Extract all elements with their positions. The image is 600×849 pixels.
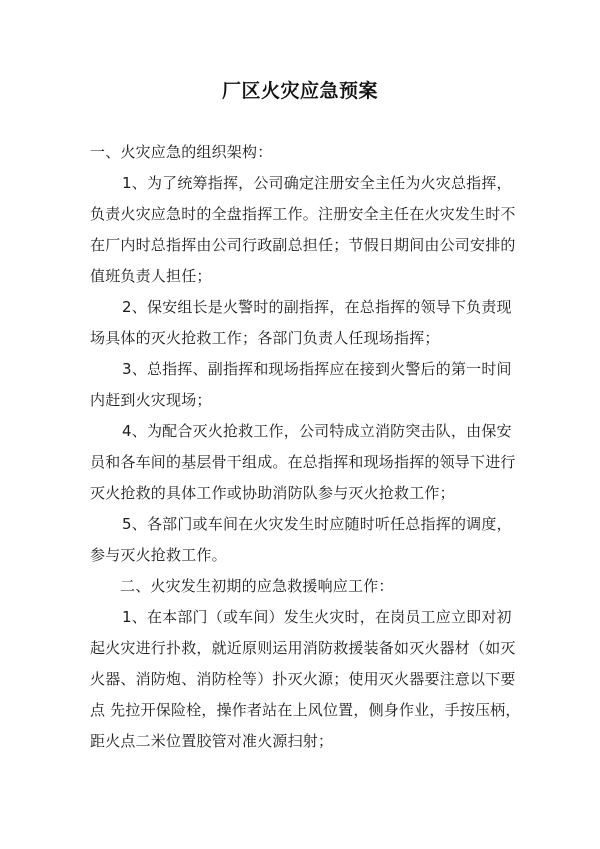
paragraph-line: 在厂内时总指挥由公司行政副总担任；节假日期间由公司安排的 — [90, 236, 516, 254]
document-body — [90, 141, 520, 761]
paragraph-line: 员和各车间的基层骨干组成。在总指挥和现场指挥的领导下进行 — [90, 453, 516, 471]
paragraph-line: 3、总指挥、副指挥和现场指挥应在接到火警后的第一时间 — [122, 360, 512, 378]
document-title: 厂区火灾应急预案 — [221, 80, 378, 102]
paragraph-line: 5、各部门或车间在火灾发生时应随时听任总指挥的调度， — [122, 515, 512, 533]
paragraph-line: 负责火灾应急时的全盘指挥工作。注册安全主任在火灾发生时不 — [90, 205, 516, 223]
paragraph-line: 4、为配合灭火抢救工作，公司特成立消防突击队，由保安 — [122, 422, 512, 440]
paragraph-line: 2、保安组长是火警时的副指挥，在总指挥的领导下负责现 — [122, 298, 512, 316]
paragraph-line: 1、在本部门（或车间）发生火灾时，在岗员工应立即对初 — [122, 608, 512, 626]
paragraph-line: 火器、消防炮、消防栓等）扑灭火源；使用灭火器要注意以下要 — [90, 670, 516, 688]
paragraph-line: 值班负责人担任； — [90, 267, 212, 285]
paragraph-line: 内赶到火灾现场； — [90, 391, 212, 409]
paragraph-line: 参与灭火抢救工作。 — [90, 546, 227, 564]
section-heading-1: 一、火灾应急的组织架构： — [90, 143, 273, 161]
paragraph-line: 起火灾进行扑救，就近原则运用消防救援装备如灭火器材（如灭 — [90, 639, 516, 657]
paragraph-line: 距火点二米位置胶管对准火源扫射； — [90, 732, 334, 750]
paragraph-line: 灭火抢救的具体工作或协助消防队参与灭火抢救工作； — [90, 484, 455, 502]
paragraph-line: 1、为了统筹指挥，公司确定注册安全主任为火灾总指挥， — [122, 174, 512, 192]
paragraph-line: 场具体的灭火抢救工作；各部门负责人任现场指挥； — [90, 329, 440, 347]
section-heading-2: 二、火灾发生初期的应急救援响应工作： — [120, 577, 394, 595]
paragraph-line: 点 先拉开保险栓，操作者站在上风位置，侧身作业，手按压柄， — [90, 701, 521, 719]
